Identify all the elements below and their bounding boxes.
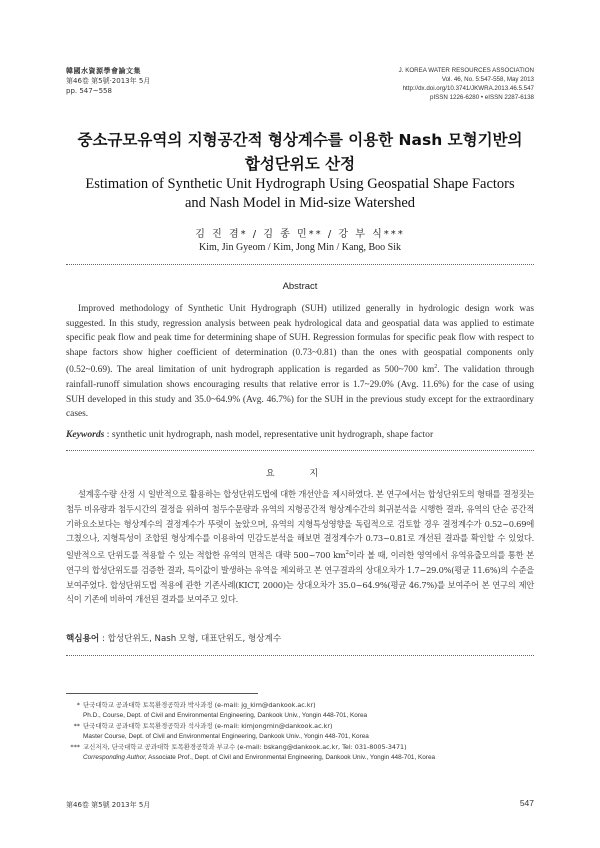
title-english — [60, 175, 540, 213]
title-ko-line1: 중소규모유역의 지형공간적 형상계수를 이용한 Nash 모형기반의 — [77, 131, 523, 149]
title-en-line2: and Nash Model in Mid-size Watershed — [184, 195, 416, 211]
journal-pages: pp. 547~558 — [66, 87, 112, 95]
title-en-line1: Estimation of Synthetic Unit Hydrograph Using Geospatial Shape Factors — [85, 176, 515, 192]
journal-volume-ko: 第46卷 第5號·2013年 5月 — [66, 77, 151, 85]
authors-korean: 김 진 겸* / 김 종 민** / 강 부 식*** — [195, 229, 405, 240]
abstract-text — [66, 302, 534, 422]
keywords-en — [66, 429, 534, 440]
journal-header-right — [399, 66, 534, 102]
title-korean — [60, 128, 540, 176]
authors-english: Kim, Jin Gyeom / Kim, Jong Min / Kang, Boo Sik — [199, 242, 401, 253]
doi-link[interactable]: http://dx.doi.org/10.3741/JKWRA.2013.46.5.547 — [402, 85, 534, 92]
footnote-ko: 단국대학교 공과대학 토목환경공학과 석사과정 (e-mail: kimjongmin@dankook.ac.kr) — [83, 722, 333, 730]
journal-header-left — [66, 66, 150, 96]
abstract-text-a: Improved methodology of Synthetic Unit Hydrograph (SUH) utilized generally in hydrologic design work was suggested. In this study, regression analysis between peak hydrological data and geospatial data was applied to estimate specific peak flow and peak time for determining shape of SUH. Regression formulas for specific peak flow with respect to shape factors show higher coefficient of determination (0.73~0.81) than the ones with geospatial components only (0.52~0.69). The areal limitation of unit hydrograph application is regarded as 500~700 km — [66, 304, 534, 376]
keywords-ko-label: 핵심용어 — [66, 634, 100, 644]
summary-text-a: 설계홍수량 산정 시 일반적으로 활용하는 합성단위도법에 대한 개선안을 제시하였다. 본 연구에서는 합성단위도의 형태를 결정짓는 첨두 비유량과 첨두시간의 결정을 위하여 첨두수문량과 유역의 지형공간적 형상계수간의 회귀분석을 시행한 결과, 유역의 단순 공간적 기하요소보다는 형상계수의 결정계수가 뚜렷이 높았으며, 유역의 지형특성영향을 독립적으로 검토할 경우 결정계수가 0.52~0.69에 그쳤으나, 지형특성이 조합된 형상계수를 이용하여 민감도분석을 해보면 결정계수가 0.73~0.81로 개선된 결과를 확인할 수 있었다. 일반적으로 단위도를 적용할 수 있는 적합한 유역의 면적은 대략 500~700 km — [66, 489, 534, 560]
corresponding-author-label: Corresponding Author, — [83, 753, 147, 761]
abstract-text-b: . The validation through rainfall-runoff simulation shows encouraging results that relative error is 1.7~29.0% (Avg. 11.6%) for the case of using SUH developed in this study and 35.0~64.9% (Avg. 46.7%) for the SUH in the previous study except for the extraordinary cases. — [66, 365, 535, 420]
abstract-heading: Abstract — [282, 281, 318, 292]
footnote-mark: *** — [70, 743, 80, 751]
summary-heading-ko: 요 지 — [265, 469, 335, 479]
footnote-en: Master Course, Dept. of Civil and Environmental Engineering, Dankook Univ., Yongin 448-701, Korea — [83, 732, 369, 740]
footnote-3 — [66, 743, 546, 763]
page-number: 547 — [519, 798, 534, 808]
title-ko-line2: 합성단위도 산정 — [244, 155, 356, 173]
footnote-2 — [66, 722, 546, 742]
summary-sup: 2 — [345, 550, 349, 557]
divider-dotted — [66, 264, 534, 265]
footnote-ko: 교신저자, 단국대학교 공과대학 토목환경공학과 부교수 (e-mail: bskang@dankook.ac.kr, Tel: 031-8005-3471) — [83, 743, 407, 751]
divider-dotted — [66, 655, 534, 656]
footnote-mark: * — [76, 701, 80, 709]
footnote-en-text: Associate Prof., Dept. of Civil and Environmental Engineering, Dankook Univ., Yongin 448-701, Korea — [146, 753, 436, 761]
abstract-sup: 2 — [434, 364, 438, 371]
keywords-ko — [66, 632, 534, 644]
journal-name-ko: 韓國水資源學會論文集 — [66, 67, 141, 75]
summary-text-b: 이라 볼 때, 이러한 영역에서 유역유출모의를 통한 본 연구의 합성단위도를 검증한 결과, 특이값이 발생하는 유역을 제외하고 본 연구결과의 상대오차가 1.7~29.0%(평균 11.6%)의 수준을 보여주었다. 합성단위도법 적용에 관한 기존사례(KICT, 2000)는 상대오차가 35.0~64.9%(평균 46.7%)를 보여주어 본 연구의 제안식이 기존에 비하여 개선된 결과를 보여주고 있다. — [66, 549, 534, 605]
divider-dotted — [66, 450, 534, 451]
keywords-list: : synthetic unit hydrograph, nash model, representative unit hydrograph, shape factor — [104, 429, 434, 440]
keywords-label: Keywords — [66, 429, 105, 440]
journal-volume-en: Vol. 46, No. 5:547-558, May 2013 — [441, 76, 534, 83]
footnote-1 — [66, 701, 546, 721]
footnote-rule — [66, 693, 258, 694]
summary-text-ko — [66, 487, 534, 607]
issn: pISSN 1226-6280 • eISSN 2287-6138 — [430, 94, 534, 101]
journal-name-en: J. KOREA WATER RESOURCES ASSOCIATION — [398, 67, 534, 74]
keywords-ko-list: : 합성단위도, Nash 모형, 대표단위도, 형상계수 — [99, 634, 282, 644]
footnote-en: Ph.D., Course, Dept. of Civil and Environmental Engineering, Dankook Univ., Yongin 448-701, Korea — [83, 711, 368, 719]
footnote-ko: 단국대학교 공과대학 토목환경공학과 박사과정 (e-mail: jg_kim@dankook.ac.kr) — [83, 701, 316, 709]
footnote-en — [66, 753, 546, 763]
footer-issue: 第46卷 第5號 2013年 5月 — [66, 801, 151, 809]
footnote-mark: ** — [73, 722, 80, 730]
